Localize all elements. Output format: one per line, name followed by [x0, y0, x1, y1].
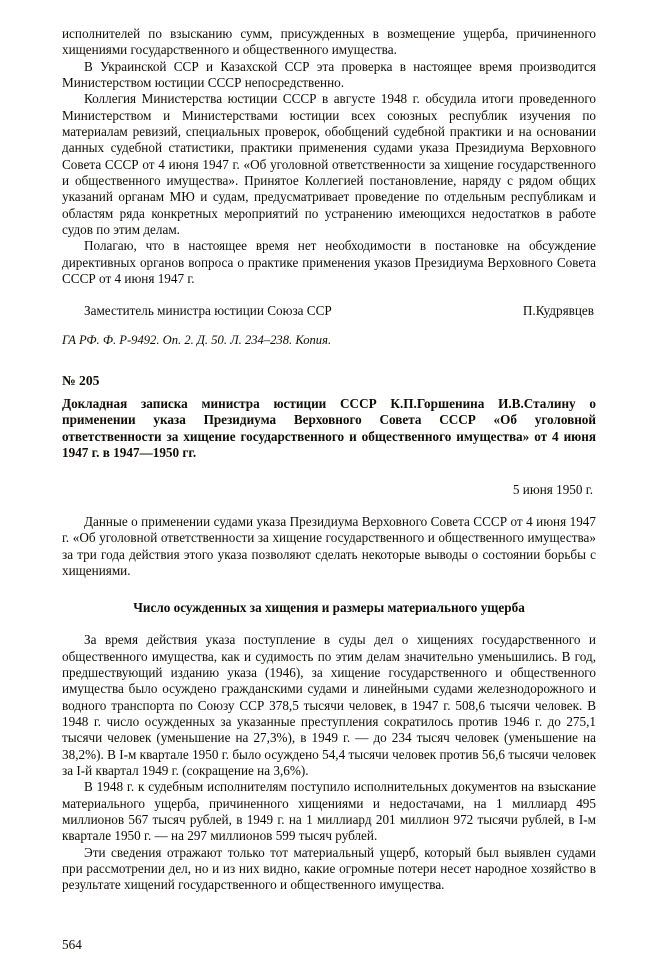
signature-role: Заместитель министра юстиции Союза ССР: [84, 302, 332, 318]
paragraph: В Украинской ССР и Казахской ССР эта проверка в настоящее время производится Министерством юстиции СССР непосредственно.: [62, 58, 596, 91]
section-heading: Число осужденных за хищения и размеры материального ущерба: [133, 600, 525, 616]
paragraph-continuation: исполнителей по взысканию сумм, присужденных в возмещение ущерба, причиненного хищениями государственного и общественного имущества.: [62, 26, 596, 58]
paragraph: В 1948 г. к судебным исполнителям поступило исполнительных документов на взыскание материального ущерба, причиненного хищениями и недостачами, на 1 миллиард 495 миллионов 567 тысяч рублей, в 1949 г. на 1 миллиард 201 миллион 972 тысячи рублей, в I-м квартале 1950 г. — на 297 миллионов 599 тысяч рублей.: [62, 779, 596, 844]
signature-block: [62, 303, 596, 319]
paragraph: Эти сведения отражают только тот материальный ущерб, который был выявлен судами при рассмотрении дел, но и из них видно, какие огромные потери несет народное хозяйство в результате хищений государственного и общественного имущества.: [62, 844, 596, 893]
archive-reference: ГА РФ. Ф. Р-9492. Оп. 2. Д. 50. Л. 234–238. Копия.: [62, 332, 332, 347]
document-date: 5 июня 1950 г.: [512, 481, 593, 497]
paragraph: За время действия указа поступление в суды дел о хищениях государственного и общественного имущества, как и судимость по этим делам значительно уменьшились. В год, предшествующий изданию указа (1946), за хищение государственного и общественного имущества было осуждено гражданскими судами и линейными судами железнодорожного и водного транспорта по Союзу ССР 378,5 тысячи человек, в 1947 г. 508,6 тысячи человек. В 1948 г. число осужденных за указанные преступления сократилось против 1946 г. до 275,1 тысячи человек (уменьшение на 27,3%), в 1949 г. — до 234 тысяч человек (уменьшение на 38,2%). В I-м квартале 1950 г. было осуждено 54,4 тысячи человек против 56,6 тысячи человек за I-й квартал 1949 г. (сокращение на 3,6%).: [62, 632, 596, 778]
signature-name: П.Кудрявцев: [522, 302, 594, 318]
page-number: 564: [62, 937, 82, 952]
document-number: № 205: [62, 372, 100, 388]
document-title: Докладная записка министра юстиции СССР К.П.Горшенина И.В.Сталину о применении указа Президиума Верховного Совета СССР «Об уголовной ответственности за хищение государственного и общественного имущества» от 4 июня 1947 г. в 1947—1950 гг.: [62, 395, 596, 461]
paragraph: Коллегия Министерства юстиции СССР в августе 1948 г. обсудила итоги проведенного Министерством и Министерствами юстиции всех союзных республик изучения по материалам ревизий, специальных проверок, обобщений судебной практики и на основании данных судебной статистики, практики применения судами указа Президиума Верховного Совета СССР от 4 июня 1947 г. «Об уголовной ответственности за хищение государственного и общественного имущества». Принятое Коллегией постановление, наряду с рядом общих указаний органам МЮ и судам, предусматривает проведение по отдельным республикам и областям ряда конкретных мероприятий по устранению имеющихся недостатков в работе судов по этим делам.: [62, 91, 596, 238]
paragraph: Полагаю, что в настоящее время нет необходимости в постановке на обсуждение директивных органов вопроса о практике применения указов Президиума Верховного Совета СССР от 4 июня 1947 г.: [62, 238, 596, 287]
lead-paragraph: Данные о применении судами указа Президиума Верховного Совета СССР от 4 июня 1947 г. «Об уголовной ответственности за хищение государственного и общественного имущества» за три года действия этого указа позволяют сделать некоторые выводы о состоянии борьбы с хищениями.: [62, 513, 596, 578]
